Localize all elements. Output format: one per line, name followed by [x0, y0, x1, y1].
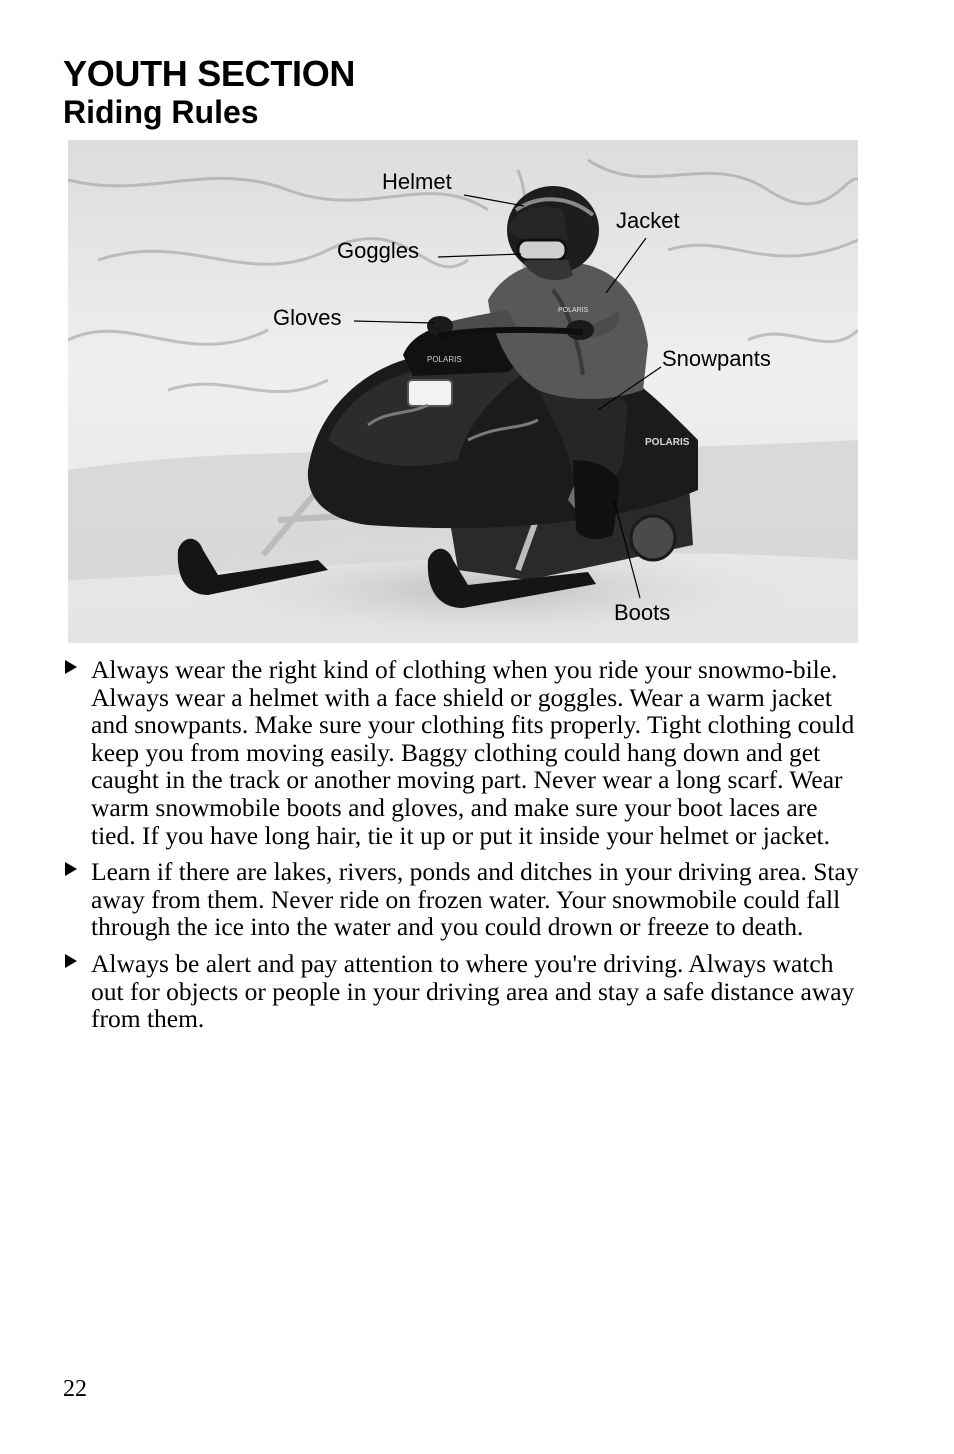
bullet-arrow-icon	[65, 862, 77, 876]
bullet-arrow-icon	[65, 660, 77, 674]
headlight	[408, 380, 452, 406]
rider-goggles	[518, 240, 566, 260]
bullet-arrow-icon	[65, 954, 77, 968]
page-subtitle: Riding Rules	[63, 94, 259, 130]
jacket-brand: POLARIS	[558, 307, 589, 314]
page-number: 22	[63, 1376, 87, 1402]
gloves-callout: Gloves	[273, 305, 342, 330]
goggles-callout: Goggles	[337, 238, 419, 263]
list-item	[63, 656, 863, 849]
bullet-text: Always be alert and pay attention to where you're driving. Always watch out for objects or people in your driving area and stay a safe distance away from them.	[91, 948, 855, 1034]
rear-wheel	[631, 516, 675, 560]
snowpants-callout: Snowpants	[662, 346, 771, 371]
hood-brand: POLARIS	[427, 355, 462, 364]
snowmobile-photo	[68, 140, 858, 643]
side-brand: POLARIS	[645, 437, 690, 448]
snowmobile-illustration	[68, 140, 858, 643]
jacket-callout: Jacket	[616, 208, 680, 233]
riding-rules-list	[63, 656, 863, 1042]
list-item	[63, 858, 863, 941]
boots-callout: Boots	[614, 600, 671, 625]
bullet-text: Always wear the right kind of clothing when you ride your snowmo-bile. Always wear a helmet with a face shield or goggles. Wear a warm jacket and snowpants. Make sure your clothing fits properly. Tight clothing could keep you from moving easily. Baggy clothing could hang down and get caught in the track or another moving part. Never wear a long scarf. Wear warm snowmobile boots and gloves, and make sure your boot laces are tied. If you have long hair, tie it up or put it inside your helmet or jacket.	[91, 655, 855, 850]
bullet-text: Learn if there are lakes, rivers, ponds and ditches in your driving area. Stay away from them. Never ride on frozen water. Your snowmobile could fall through the ice into the water and you could drown or freeze to death.	[91, 857, 859, 942]
list-item	[63, 950, 863, 1033]
section-title: YOUTH SECTION	[63, 53, 356, 94]
helmet-callout: Helmet	[382, 169, 452, 194]
